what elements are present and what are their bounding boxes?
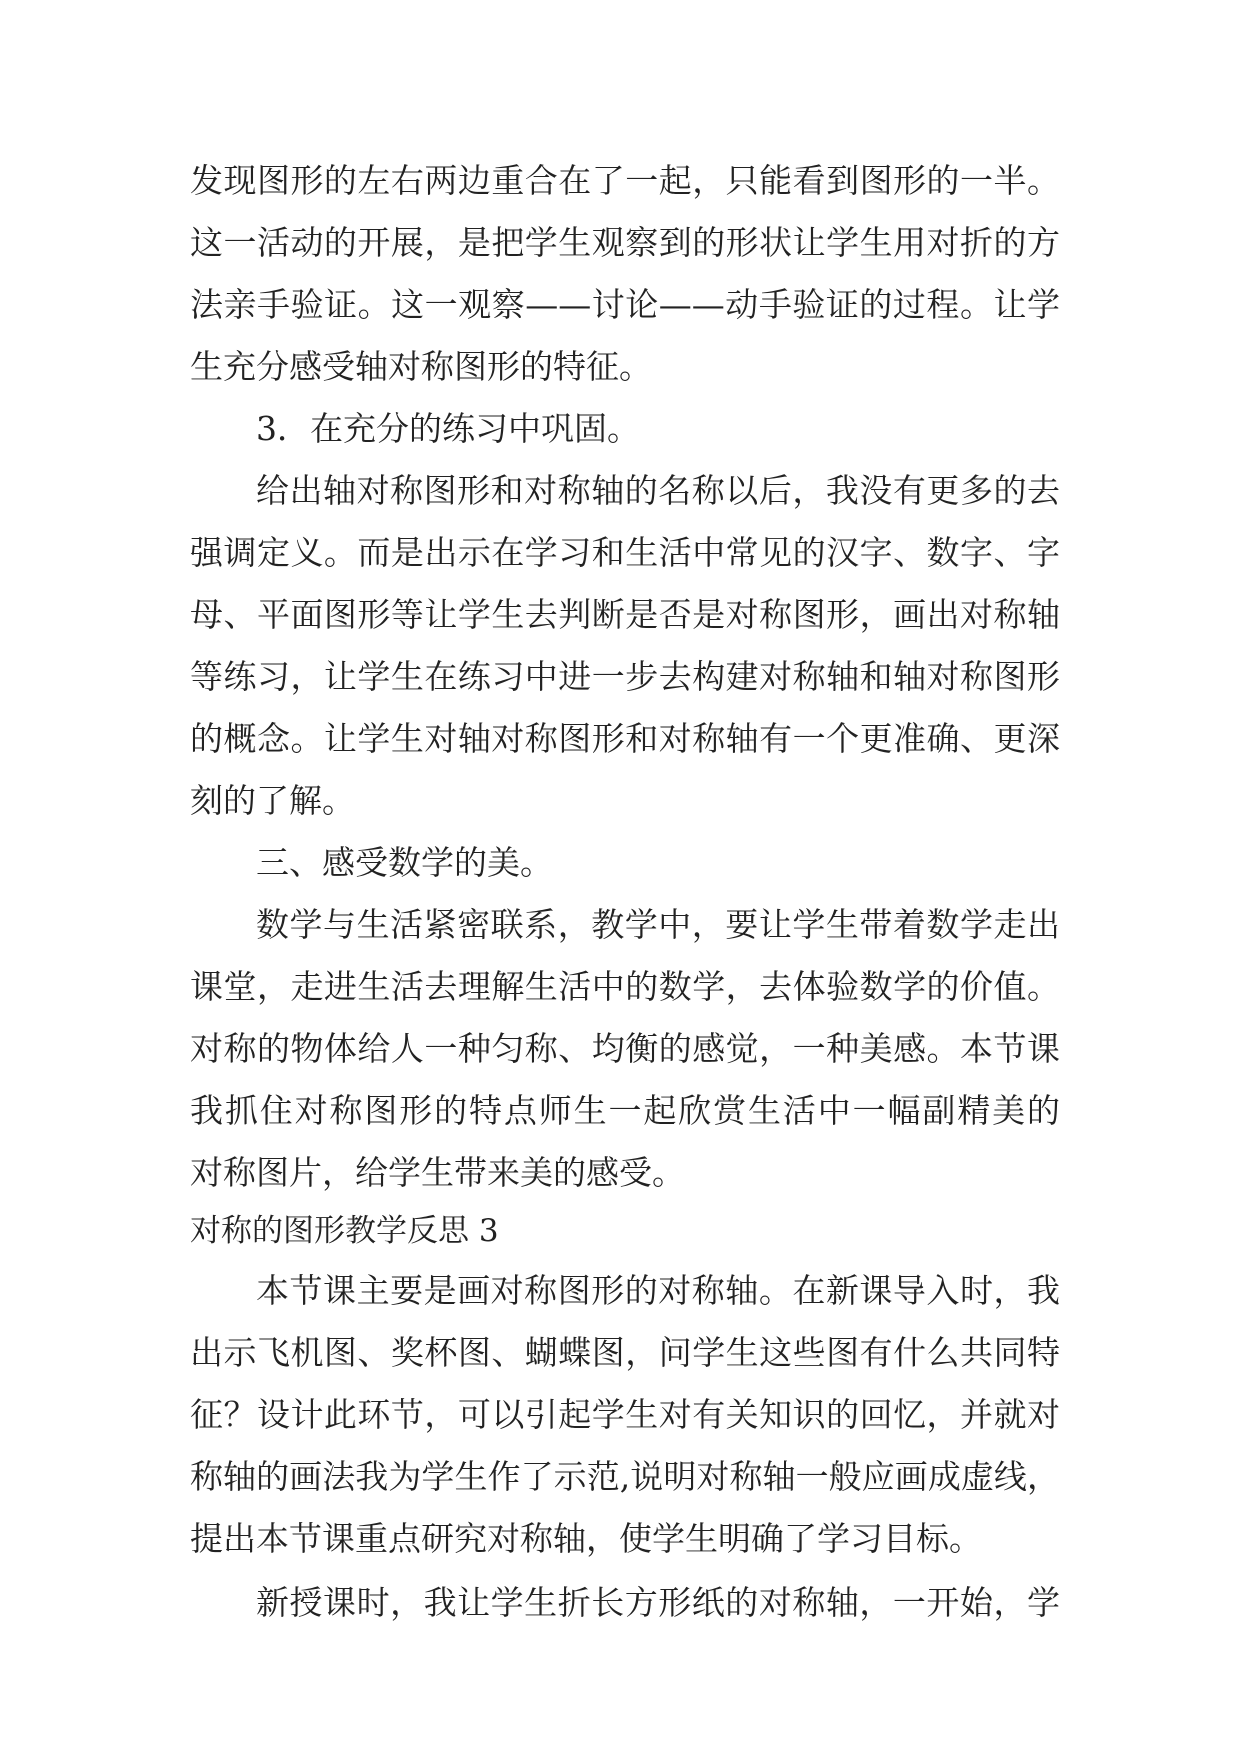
paragraph-line: 征？设计此环节，可以引起学生对有关知识的回忆，并就对 xyxy=(190,1395,1060,1434)
paragraph-line: 母、平面图形等让学生去判断是否是对称图形，画出对称轴 xyxy=(190,595,1060,634)
section-heading: 三、感受数学的美。 xyxy=(256,843,553,882)
paragraph-line: 刻的了解。 xyxy=(190,781,355,820)
paragraph-line: 给出轴对称图形和对称轴的名称以后，我没有更多的去 xyxy=(256,471,1060,510)
article-title: 对称的图形教学反思 3 xyxy=(190,1213,499,1249)
paragraph-line: 发现图形的左右两边重合在了一起，只能看到图形的一半。 xyxy=(190,161,1060,200)
paragraph-line: 课堂，走进生活去理解生活中的数学，去体验数学的价值。 xyxy=(190,967,1060,1006)
paragraph-line: 出示飞机图、奖杯图、蝴蝶图，问学生这些图有什么共同特 xyxy=(190,1333,1060,1372)
paragraph-line: 提出本节课重点研究对称轴，使学生明确了学习目标。 xyxy=(190,1519,982,1558)
paragraph-line: 强调定义。而是出示在学习和生活中常见的汉字、数字、字 xyxy=(190,533,1060,572)
paragraph-line: 生充分感受轴对称图形的特征。 xyxy=(190,347,652,386)
document-page xyxy=(190,150,1060,1622)
section-heading: 3．在充分的练习中巩固。 xyxy=(256,409,640,448)
paragraph-line: 本节课主要是画对称图形的对称轴。在新课导入时，我 xyxy=(256,1271,1060,1310)
paragraph-line: 这一活动的开展，是把学生观察到的形状让学生用对折的方 xyxy=(190,223,1060,262)
paragraph-line: 等练习，让学生在练习中进一步去构建对称轴和轴对称图形 xyxy=(190,657,1060,696)
paragraph-line: 的概念。让学生对轴对称图形和对称轴有一个更准确、更深 xyxy=(190,719,1060,758)
paragraph-line: 对称图片，给学生带来美的感受。 xyxy=(190,1153,685,1192)
paragraph-line: 我抓住对称图形的特点师生一起欣赏生活中一幅副精美的 xyxy=(190,1091,1060,1130)
paragraph-line: 数学与生活紧密联系，教学中，要让学生带着数学走出 xyxy=(256,905,1060,944)
paragraph-line: 法亲手验证。这一观察——讨论——动手验证的过程。让学 xyxy=(190,285,1060,324)
paragraph-line: 新授课时，我让学生折长方形纸的对称轴，一开始，学 xyxy=(256,1583,1060,1622)
paragraph-line: 对称的物体给人一种匀称、均衡的感觉，一种美感。本节课 xyxy=(190,1029,1060,1068)
paragraph-line: 称轴的画法我为学生作了示范,说明对称轴一般应画成虚线， xyxy=(190,1457,1060,1496)
